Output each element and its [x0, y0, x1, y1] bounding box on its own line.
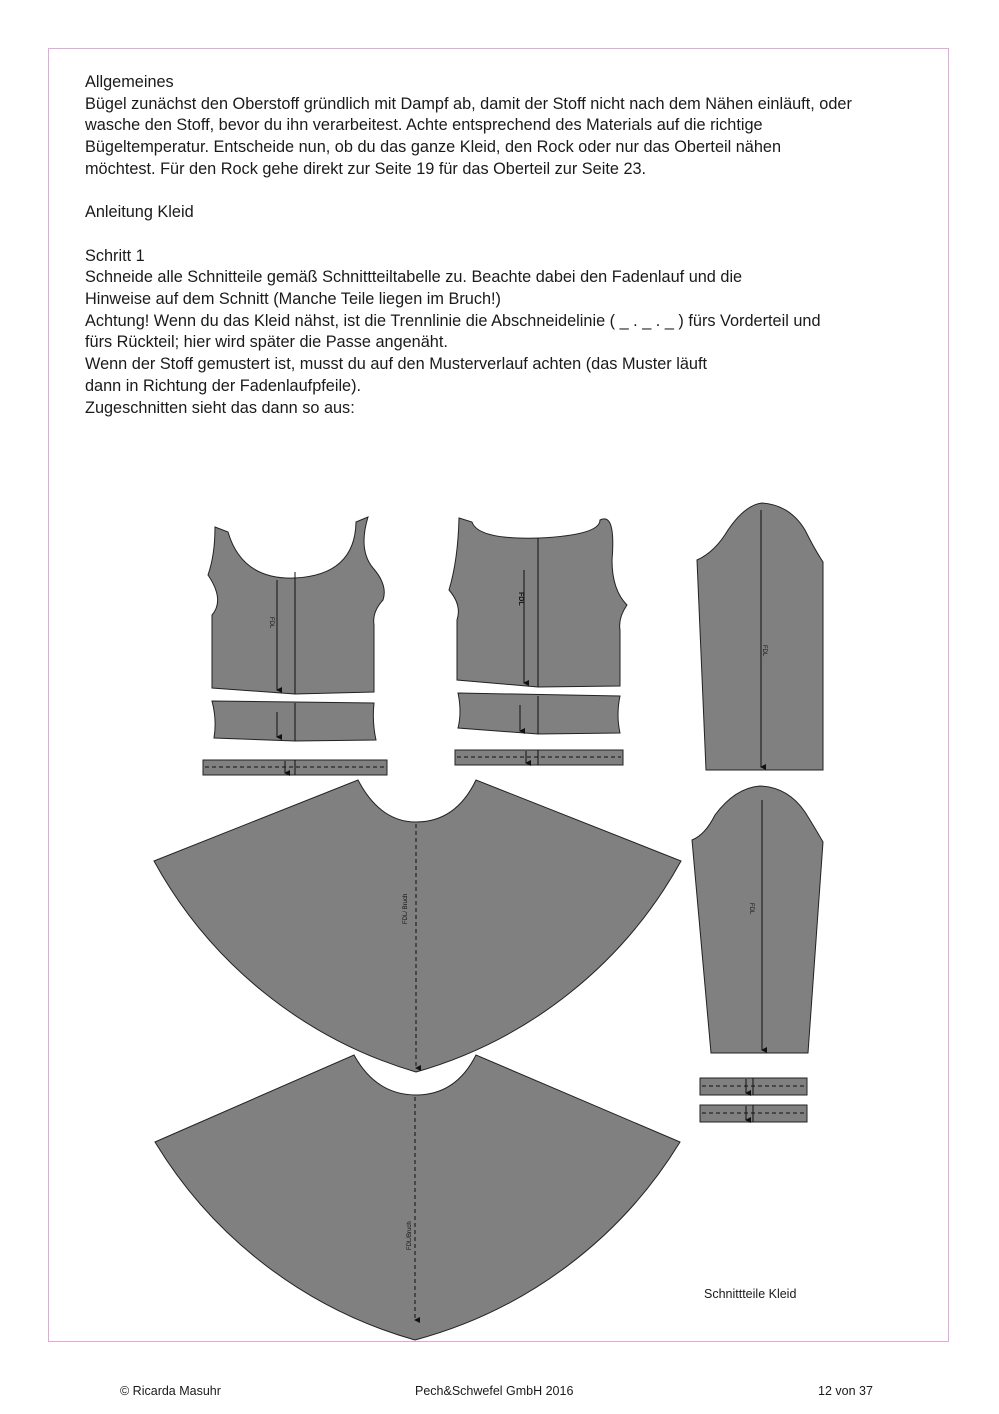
step-line: Achtung! Wenn du das Kleid nähst, ist die Trennlinie die Abschneidelinie ( _ . _ . _ ) fürs Vorderteil und	[85, 311, 821, 330]
footer-page-number: 12 von 37	[818, 1384, 873, 1398]
skirt-piece-2	[155, 1055, 680, 1340]
skirt-2-grain-label: FDL/Bruch	[407, 1221, 413, 1250]
sleeve-piece-1	[697, 503, 823, 770]
step-line: Zugeschnitten sieht das dann so aus:	[85, 398, 355, 417]
heading-instructions: Anleitung Kleid	[85, 203, 194, 222]
step-title: Schritt 1	[85, 246, 145, 265]
front-waist-piece	[212, 701, 376, 741]
step-line: Schneide alle Schnitteile gemäß Schnittteiltabelle zu. Beachte dabei den Fadenlauf und die	[85, 268, 743, 287]
step-line: fürs Rückteil; hier wird später die Passe angenäht.	[85, 333, 448, 352]
step-line: dann in Richtung der Fadenlaufpfeile).	[85, 376, 362, 395]
general-line: wasche den Stoff, bevor du ihn verarbeitest. Achte entsprechend des Materials auf die richtige	[85, 116, 763, 135]
footer-copyright: © Ricarda Masuhr	[120, 1384, 221, 1398]
sleeve-2-grain-label: FDL	[748, 903, 754, 915]
step-line: Wenn der Stoff gemustert ist, musst du auf den Musterverlauf achten (das Muster läuft	[85, 355, 708, 374]
general-line: Bügel zunächst den Oberstoff gründlich mit Dampf ab, damit der Stoff nicht nach dem Nähen einläuft, oder	[85, 94, 852, 113]
back-waistband-piece	[455, 750, 623, 765]
sleeve-piece-2	[692, 786, 823, 1053]
footer-publisher: Pech&Schwefel GmbH 2016	[415, 1384, 574, 1398]
sleeve-1-grain-label: FDL	[761, 645, 767, 657]
figure-caption: Schnittteile Kleid	[704, 1287, 797, 1301]
front-waistband-piece	[203, 760, 387, 775]
front-bodice-piece	[208, 517, 384, 694]
general-line: Bügeltemperatur. Entscheide nun, ob du das ganze Kleid, den Rock oder nur das Oberteil nähen	[85, 138, 782, 157]
front-bodice-grain-label: FDL	[268, 617, 274, 629]
heading-general: Allgemeines	[85, 73, 174, 91]
cuff-piece-2	[700, 1105, 807, 1122]
back-bodice-grain-label: FDL	[517, 592, 524, 606]
step-line: Hinweise auf dem Schnitt (Manche Teile liegen im Bruch!)	[85, 290, 501, 308]
back-waist-piece	[458, 693, 620, 734]
general-line: möchtest. Für den Rock gehe direkt zur Seite 19 für das Oberteil zur Seite 23.	[85, 159, 647, 178]
cuff-piece-1	[700, 1078, 807, 1095]
skirt-1-grain-label: FDL/ Bruch	[403, 893, 409, 924]
back-bodice-piece	[449, 518, 627, 687]
skirt-piece-1	[154, 780, 681, 1072]
